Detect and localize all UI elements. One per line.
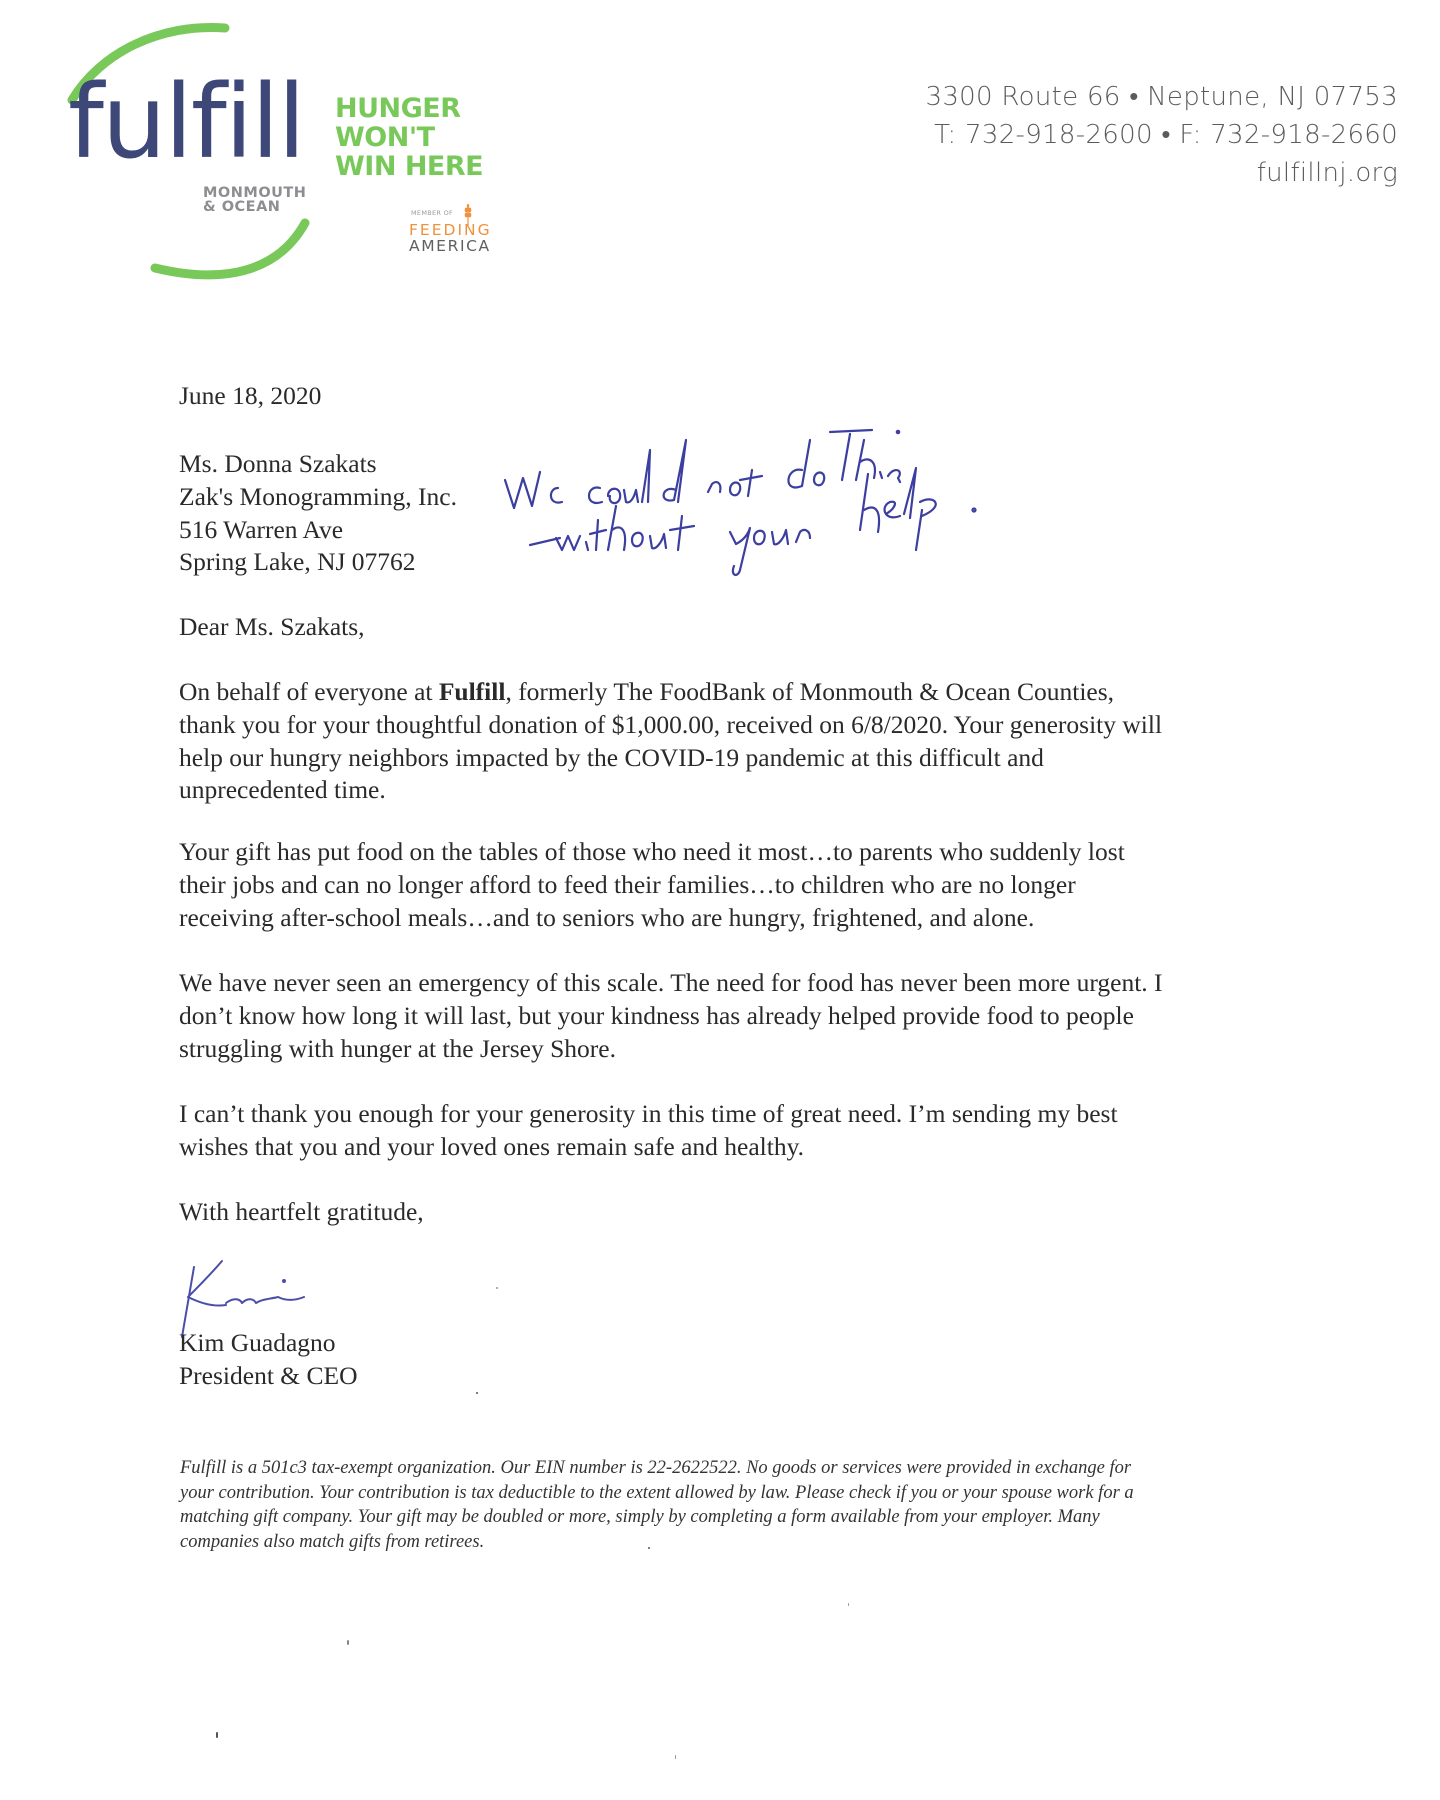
paragraph-2-line: Your gift has put food on the tables of those who need it most…to parents who suddenly lost [179,837,1125,866]
signer-title: President & CEO [179,1360,358,1390]
scan-speck [848,1603,849,1606]
paragraph-4-line: wishes that you and your loved ones remain safe and healthy. [179,1131,805,1161]
recipient-address [179,448,457,579]
paragraph-3 [179,967,1163,1065]
recipient-name: Ms. Donna Szakats [179,449,377,478]
paragraph-1-line-3: help our hungry neighbors impacted by the COVID-19 pandemic at this difficult and [179,742,1044,772]
disclaimer-line: your contribution. Your contribution is tax deductible to the extent allowed by law. Please check if you or your spouse work for a [180,1482,1134,1503]
paragraph-1-line-2: thank you for your thoughtful donation of $1,000.00, received on 6/8/2020. Your generosity will [179,709,1163,739]
paragraph-1-line-4: unprecedented time. [179,775,386,805]
disclaimer-line: Fulfill is a 501c3 tax-exempt organization. Our EIN number is 22-2622522. No goods or services were provided in exchange for [180,1458,1132,1478]
logo-subtitle-line2: & OCEAN [203,199,281,215]
text-run: On behalf of everyone at [179,677,439,706]
paragraph-3-line: don’t know how long it will last, but your kindness has already helped provide food to people [179,1000,1134,1030]
logo-subtitle [203,186,306,214]
recipient-city: Spring Lake, NJ 07762 [179,547,416,577]
scan-speck [476,1392,478,1394]
contact-phones: T: 732-918-2600 • F: 732-918-2660 [934,120,1398,150]
handwritten-note [490,410,1170,580]
scan-speck [496,1287,498,1289]
paragraph-4-line: I can’t thank you enough for your generosity in this time of great need. I’m sending my best [179,1099,1118,1128]
tagline-line: WIN HERE [335,151,484,182]
scan-speck [675,1755,676,1759]
feeding-america-line2: AMERICA [409,237,491,255]
paragraph-1-line-1 [179,676,1162,709]
letter-date: June 18, 2020 [179,381,322,410]
logo-wordmark: fulfill [68,63,304,182]
scan-speck [648,1547,650,1549]
organization-name: Fulfill [438,677,506,706]
member-of-label: MEMBER OF [411,209,454,217]
paragraph-2 [179,836,1125,934]
logo-subtitle-line1: MONMOUTH [203,185,307,201]
scan-speck [347,1640,349,1645]
contact-address: 3300 Route 66 • Neptune, NJ 07753 [925,82,1398,112]
paragraph-1 [179,676,1162,807]
paragraph-3-line: struggling with hunger at the Jersey Shore. [179,1033,616,1063]
signer-block [179,1327,358,1393]
paragraph-2-line: their jobs and can no longer afford to feed their families…to children who are no longer [179,869,1076,899]
paragraph-4 [179,1098,1118,1164]
tagline-line: WON'T [335,122,435,153]
contact-block [925,78,1398,192]
recipient-company: Zak's Monogramming, Inc. [179,481,457,511]
contact-website[interactable]: fulfillnj.org [1256,158,1398,188]
disclaimer-line: matching gift company. Your gift may be doubled or more, simply by completing a form available from your employer. Many [180,1507,1100,1528]
disclaimer-line: companies also match gifts from retirees. [180,1531,485,1552]
tagline [335,94,483,181]
recipient-street: 516 Warren Ave [179,514,344,544]
paragraph-3-line: We have never seen an emergency of this scale. The need for food has never been more urgent. I [179,968,1163,997]
closing: With heartfelt gratitude, [179,1197,424,1226]
scan-speck [216,1732,218,1738]
signer-name: Kim Guadagno [179,1328,336,1357]
tax-disclaimer [180,1456,1134,1554]
feeding-america-line1: FEEDING [409,221,492,239]
text-run: , formerly The FoodBank of Monmouth & Ocean Counties, [505,677,1115,706]
signature [170,1245,370,1340]
salutation: Dear Ms. Szakats, [179,612,365,641]
paragraph-2-line: receiving after-school meals…and to seniors who are hungry, frightened, and alone. [179,902,1035,932]
tagline-line: HUNGER [335,93,461,124]
